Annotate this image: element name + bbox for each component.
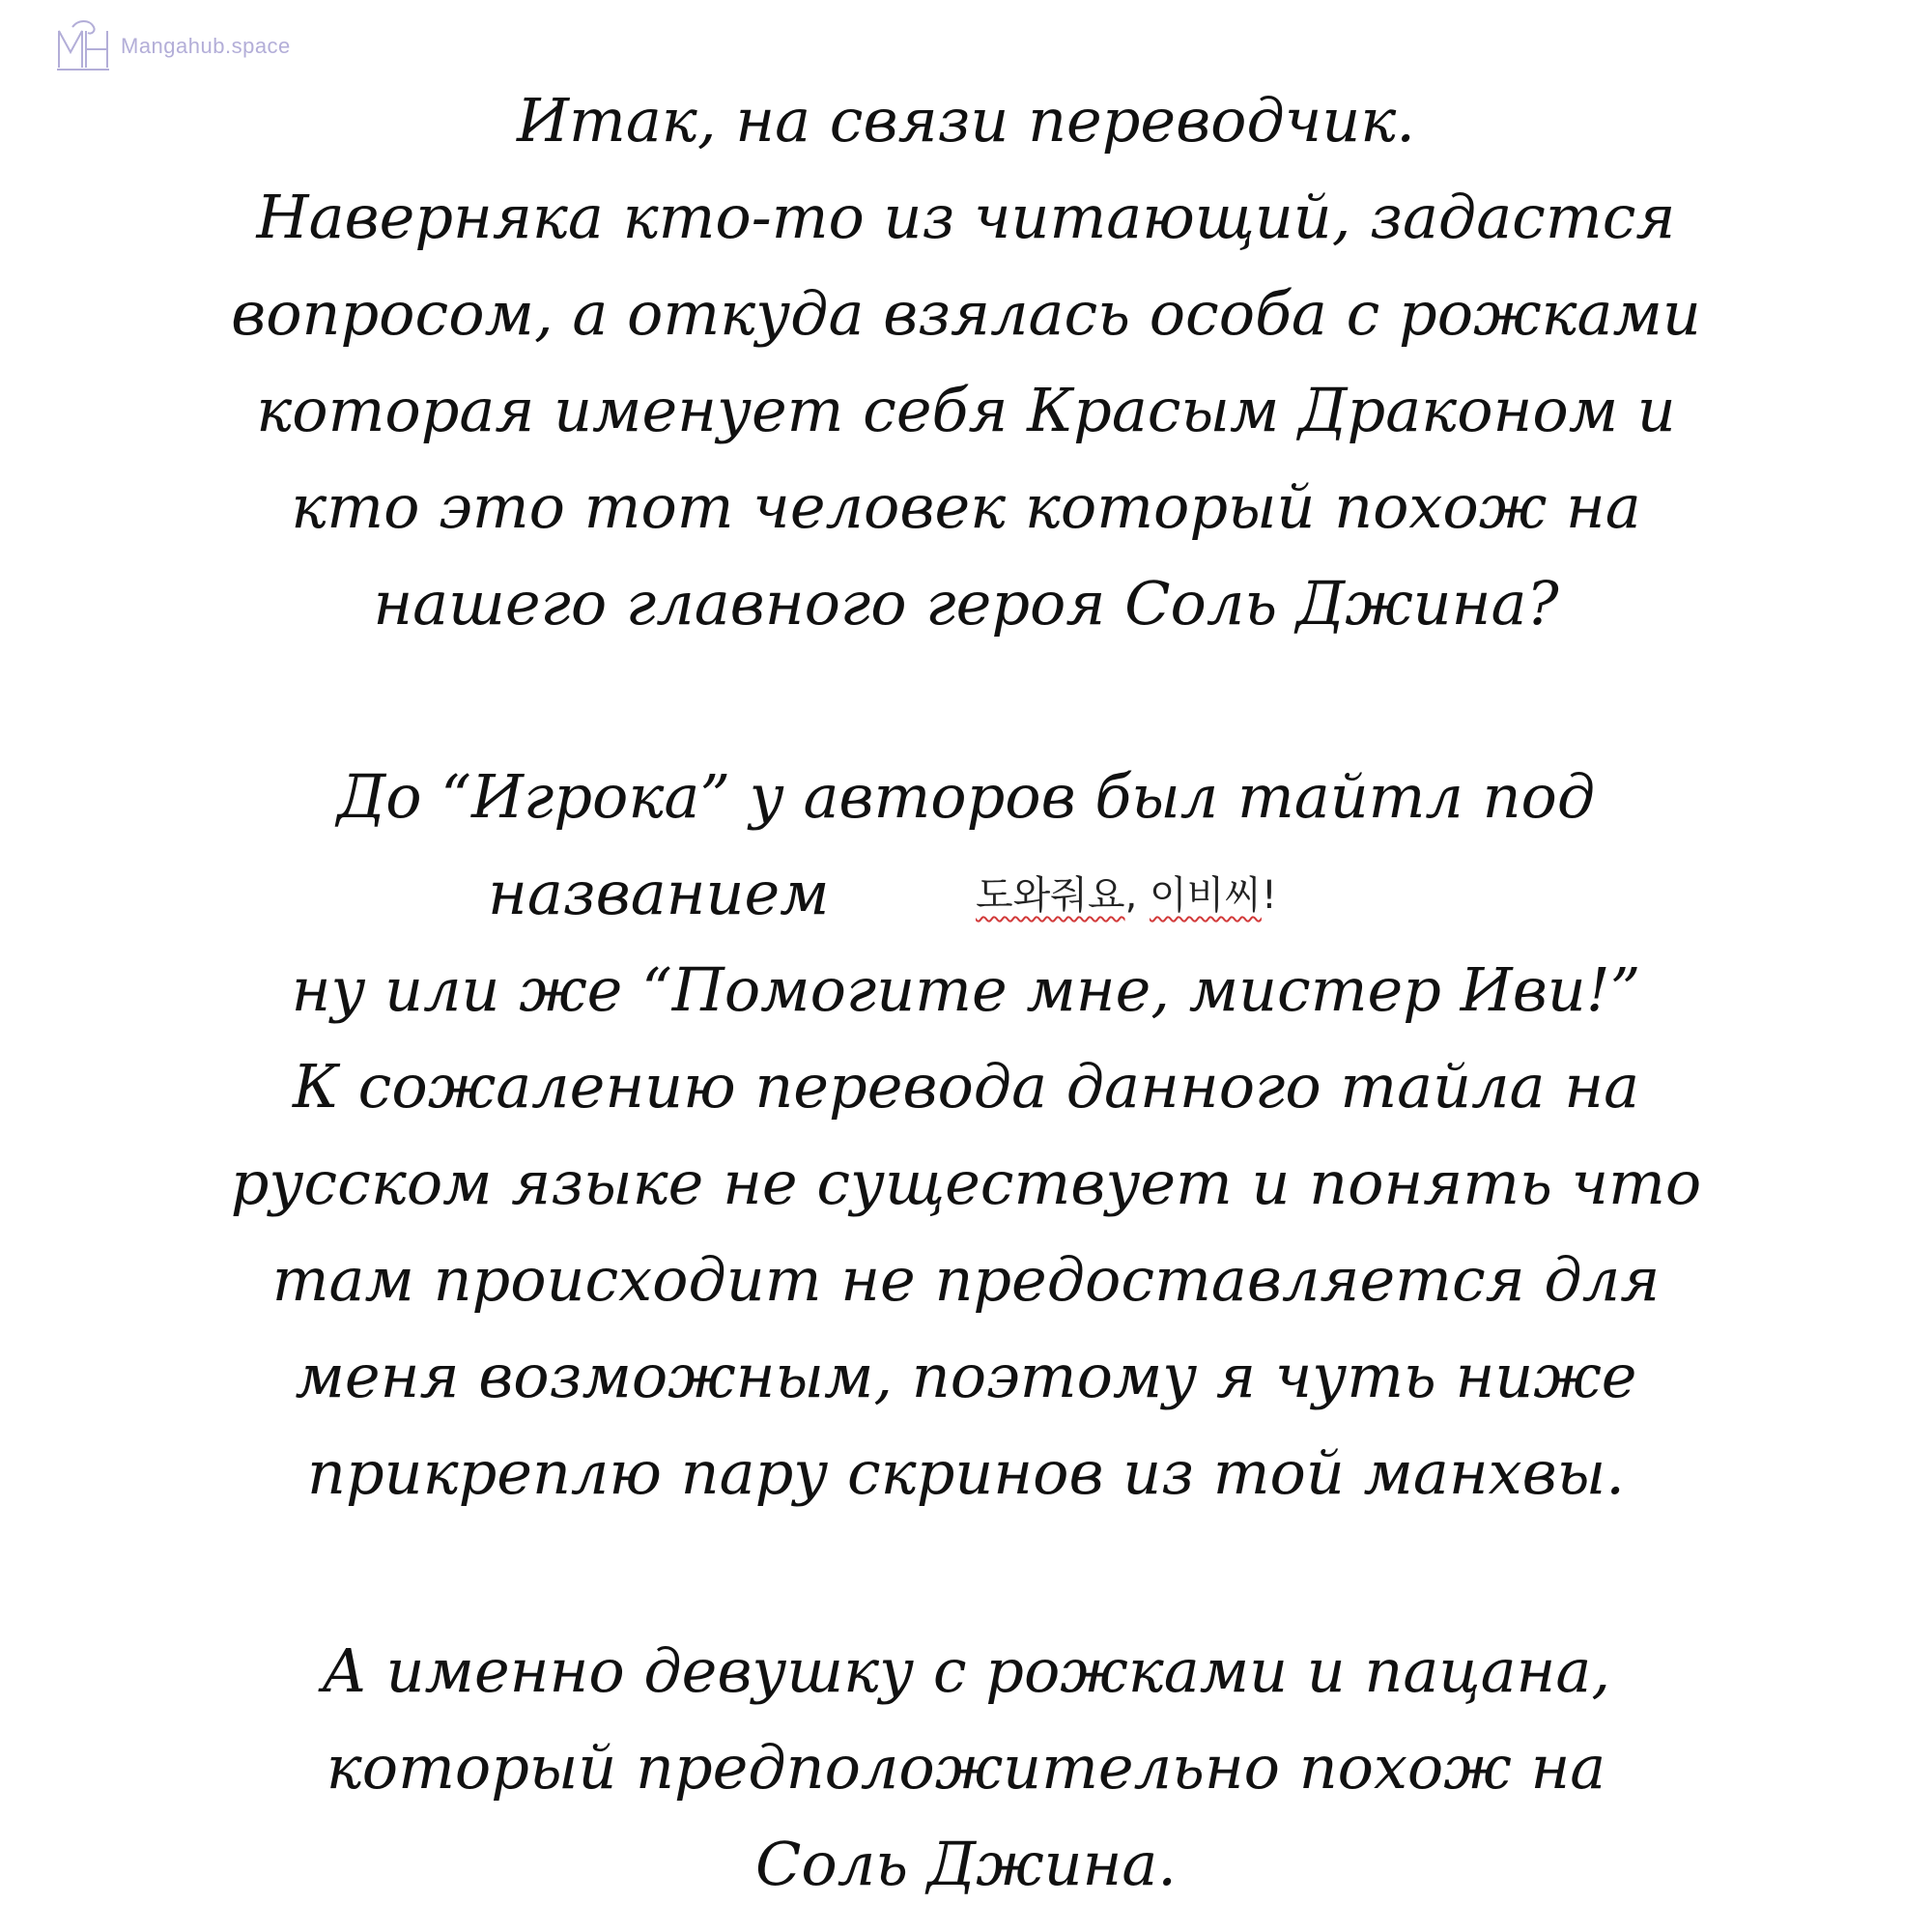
watermark <box>53 17 291 75</box>
paragraph2-line-5: русском языке не существует и понять что <box>230 1148 1702 1218</box>
paragraph2-label: названием <box>488 858 830 928</box>
paragraph1-line-4: которая именует себя Красым Драконом и <box>256 375 1676 445</box>
korean-title-end: ! <box>1261 873 1277 918</box>
paragraph2-line-3: ну или же “Помогите мне, мистер Иви!” <box>291 954 1641 1025</box>
paragraph2-line-6: там происходит не предоставляется для <box>271 1244 1661 1315</box>
watermark-text: Mangahub.space <box>121 34 291 58</box>
mh-monogram-icon <box>53 17 113 75</box>
korean-title-separator: , <box>1124 873 1150 918</box>
paragraph2-line-4: К сожалению перевода данного тайла на <box>292 1051 1640 1122</box>
paragraph1-line-3: вопросом, а откуда взялась особа с рожками <box>231 278 1701 349</box>
paragraph2-line-1: До “Игрока” у авторов был тайтл под <box>336 761 1596 832</box>
paragraph3-line-1: А именно девушку с рожками и пацана, <box>321 1635 1611 1706</box>
paragraph1-line-1: Итак, на связи переводчик. <box>516 85 1416 156</box>
paragraph3-line-2: который предположительно похож на <box>326 1732 1606 1803</box>
korean-title <box>976 868 1277 923</box>
paragraph2-korean-line <box>0 855 1932 932</box>
paragraph1-line-5: кто это тот человек который похож на <box>291 471 1641 542</box>
korean-title-part-2: 이비씨 <box>1150 873 1262 918</box>
paragraph3-line-3: Соль Джина. <box>754 1829 1178 1899</box>
korean-title-part-1: 도와줘요 <box>976 873 1125 918</box>
paragraph1-line-2: Наверняка кто-то из читающий, задастся <box>256 182 1676 252</box>
paragraph2-line-7: меня возможным, поэтому я чуть ниже <box>295 1341 1637 1411</box>
paragraph1-line-6: нашего главного героя Соль Джина? <box>373 568 1559 639</box>
paragraph2-line-8: прикреплю пару скринов из той манхвы. <box>307 1437 1625 1508</box>
